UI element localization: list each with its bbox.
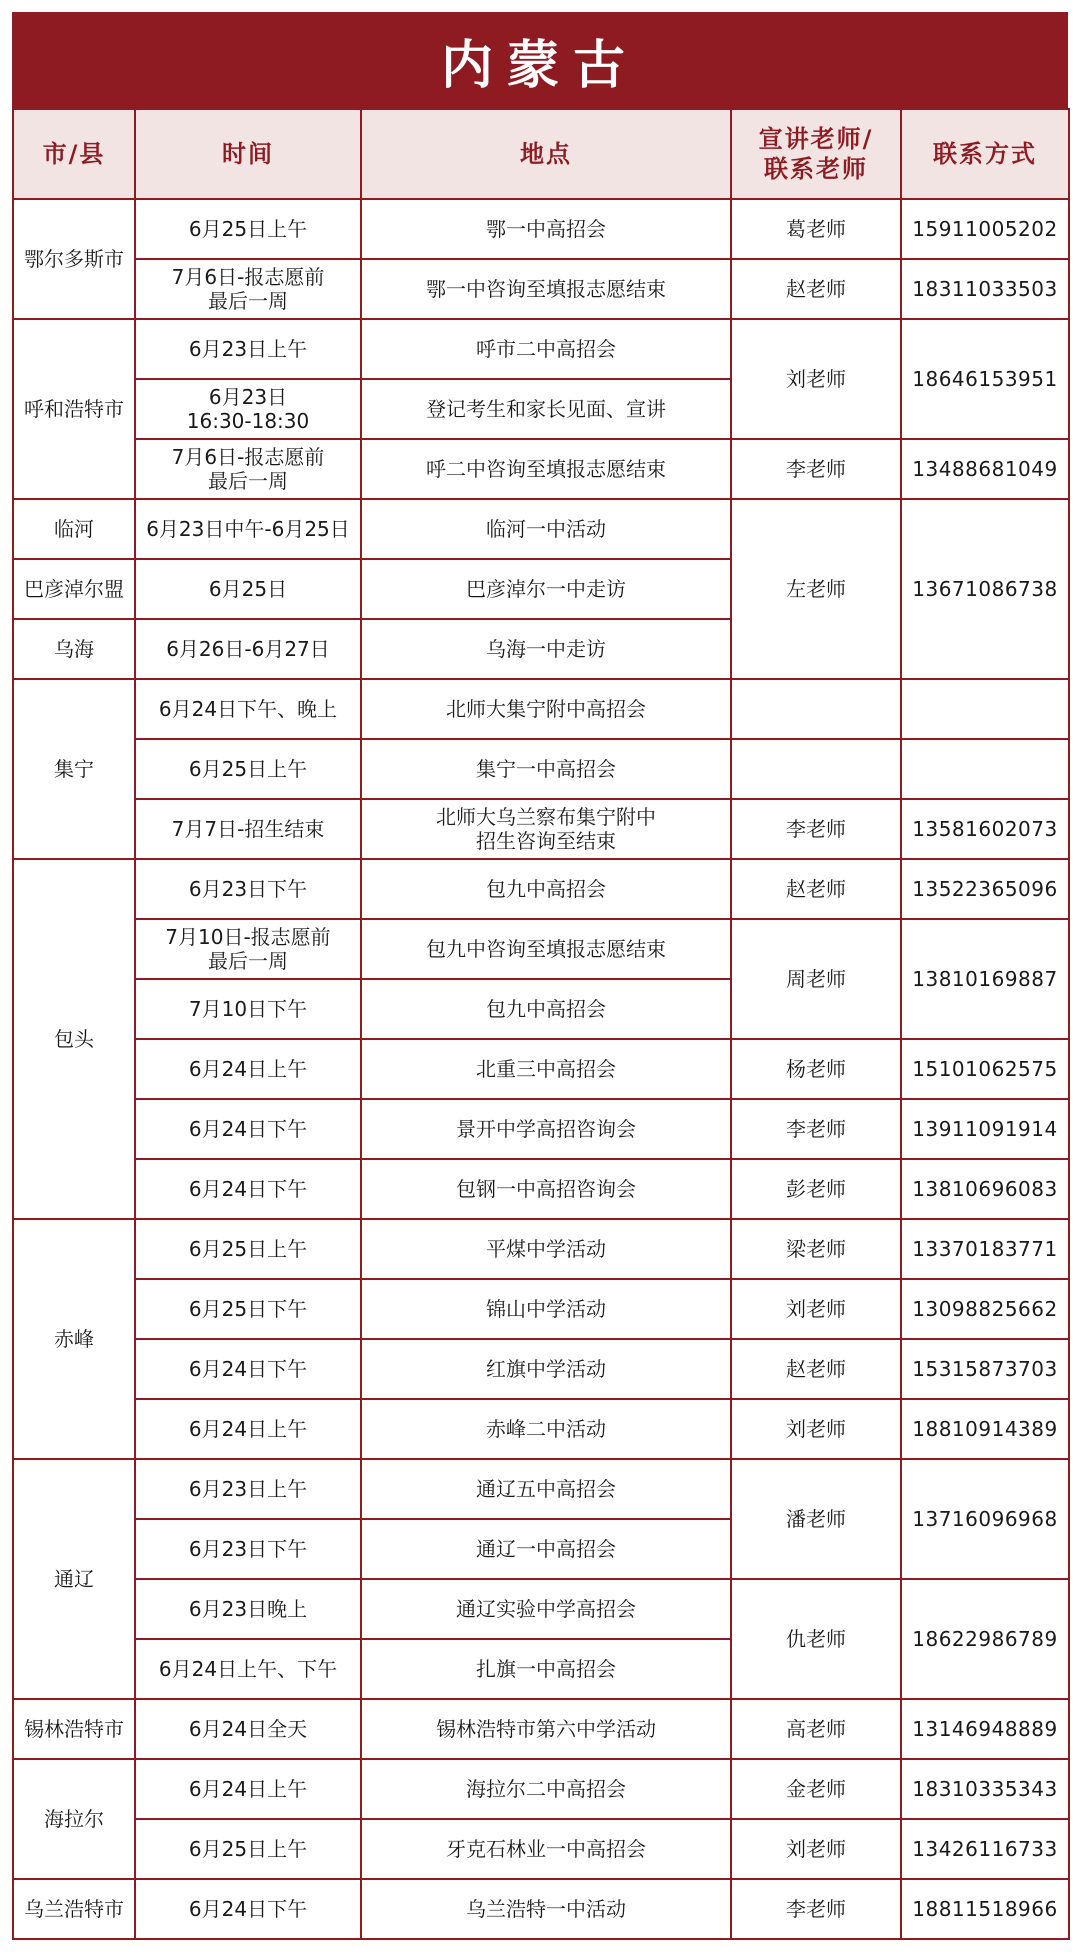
phone-cell: 18622986789 — [901, 1579, 1069, 1699]
phone-cell: 13716096968 — [901, 1459, 1069, 1579]
phone-cell: 13522365096 — [901, 859, 1069, 919]
phone-cell: 18811518966 — [901, 1879, 1069, 1939]
time-cell: 6月23日下午 — [135, 1519, 361, 1579]
phone-cell: 13488681049 — [901, 439, 1069, 499]
header-region: 市/县 — [13, 109, 135, 199]
teacher-cell: 赵老师 — [731, 859, 901, 919]
time-cell: 6月24日下午 — [135, 1879, 361, 1939]
phone-cell: 13098825662 — [901, 1279, 1069, 1339]
table-row — [13, 799, 1069, 859]
table-row — [13, 259, 1069, 319]
time-cell: 7月7日-招生结束 — [135, 799, 361, 859]
place-cell: 包九中咨询至填报志愿结束 — [361, 919, 731, 979]
table-row — [13, 1699, 1069, 1759]
table-row — [13, 499, 1069, 559]
place-cell: 红旗中学活动 — [361, 1339, 731, 1399]
time-cell: 6月24日上午 — [135, 1759, 361, 1819]
phone-cell — [901, 679, 1069, 739]
schedule-container — [12, 12, 1068, 1940]
teacher-cell: 李老师 — [731, 439, 901, 499]
table-row — [13, 199, 1069, 259]
table-row — [13, 1099, 1069, 1159]
table-row — [13, 919, 1069, 979]
phone-cell: 15911005202 — [901, 199, 1069, 259]
teacher-cell: 赵老师 — [731, 1339, 901, 1399]
time-cell: 6月24日上午 — [135, 1039, 361, 1099]
table-row — [13, 1879, 1069, 1939]
place-cell: 赤峰二中活动 — [361, 1399, 731, 1459]
region-cell: 海拉尔 — [13, 1759, 135, 1879]
table-row — [13, 1459, 1069, 1519]
place-cell: 临河一中活动 — [361, 499, 731, 559]
phone-cell: 13426116733 — [901, 1819, 1069, 1879]
time-cell: 6月26日-6月27日 — [135, 619, 361, 679]
table-row — [13, 1339, 1069, 1399]
place-cell: 锡林浩特市第六中学活动 — [361, 1699, 731, 1759]
time-cell: 6月24日下午 — [135, 1099, 361, 1159]
header-place: 地点 — [361, 109, 731, 199]
teacher-cell: 杨老师 — [731, 1039, 901, 1099]
place-cell: 乌海一中走访 — [361, 619, 731, 679]
teacher-cell: 刘老师 — [731, 1399, 901, 1459]
time-cell: 6月23日 16:30-18:30 — [135, 379, 361, 439]
time-cell: 6月25日 — [135, 559, 361, 619]
phone-cell: 15101062575 — [901, 1039, 1069, 1099]
place-cell: 牙克石林业一中高招会 — [361, 1819, 731, 1879]
time-cell: 6月25日上午 — [135, 199, 361, 259]
place-cell: 北师大乌兰察布集宁附中 招生咨询至结束 — [361, 799, 731, 859]
schedule-table — [12, 108, 1070, 1940]
phone-cell: 18646153951 — [901, 319, 1069, 439]
phone-cell: 18311033503 — [901, 259, 1069, 319]
region-cell: 通辽 — [13, 1459, 135, 1699]
time-cell: 6月23日上午 — [135, 1459, 361, 1519]
phone-cell: 13911091914 — [901, 1099, 1069, 1159]
time-cell: 6月24日全天 — [135, 1699, 361, 1759]
place-cell: 海拉尔二中高招会 — [361, 1759, 731, 1819]
table-row — [13, 1579, 1069, 1639]
teacher-cell: 左老师 — [731, 499, 901, 679]
table-row — [13, 1219, 1069, 1279]
time-cell: 6月23日中午-6月25日 — [135, 499, 361, 559]
time-cell: 7月6日-报志愿前 最后一周 — [135, 439, 361, 499]
teacher-cell: 李老师 — [731, 1099, 901, 1159]
teacher-cell: 刘老师 — [731, 1819, 901, 1879]
time-cell: 7月6日-报志愿前 最后一周 — [135, 259, 361, 319]
region-cell: 临河 — [13, 499, 135, 559]
table-row — [13, 1399, 1069, 1459]
time-cell: 6月24日下午 — [135, 1159, 361, 1219]
time-cell: 6月24日下午 — [135, 1339, 361, 1399]
teacher-cell — [731, 679, 901, 739]
teacher-cell: 高老师 — [731, 1699, 901, 1759]
place-cell: 鄂一中咨询至填报志愿结束 — [361, 259, 731, 319]
place-cell: 包钢一中高招咨询会 — [361, 1159, 731, 1219]
table-row — [13, 859, 1069, 919]
table-row — [13, 1279, 1069, 1339]
place-cell: 乌兰浩特一中活动 — [361, 1879, 731, 1939]
page-title: 内蒙古 — [12, 12, 1068, 108]
region-cell: 乌兰浩特市 — [13, 1879, 135, 1939]
phone-cell: 18310335343 — [901, 1759, 1069, 1819]
time-cell: 6月25日上午 — [135, 1819, 361, 1879]
region-cell: 巴彦淖尔盟 — [13, 559, 135, 619]
teacher-cell: 葛老师 — [731, 199, 901, 259]
phone-cell: 13581602073 — [901, 799, 1069, 859]
time-cell: 7月10日-报志愿前 最后一周 — [135, 919, 361, 979]
place-cell: 锦山中学活动 — [361, 1279, 731, 1339]
table-row — [13, 1819, 1069, 1879]
time-cell: 6月25日上午 — [135, 739, 361, 799]
place-cell: 包九中高招会 — [361, 979, 731, 1039]
place-cell: 呼市二中高招会 — [361, 319, 731, 379]
place-cell: 通辽五中高招会 — [361, 1459, 731, 1519]
phone-cell — [901, 739, 1069, 799]
region-cell: 包头 — [13, 859, 135, 1219]
place-cell: 呼二中咨询至填报志愿结束 — [361, 439, 731, 499]
teacher-cell: 刘老师 — [731, 1279, 901, 1339]
teacher-cell: 潘老师 — [731, 1459, 901, 1579]
table-row — [13, 1159, 1069, 1219]
time-cell: 6月24日上午 — [135, 1399, 361, 1459]
teacher-cell: 赵老师 — [731, 259, 901, 319]
place-cell: 通辽一中高招会 — [361, 1519, 731, 1579]
place-cell: 通辽实验中学高招会 — [361, 1579, 731, 1639]
table-row — [13, 679, 1069, 739]
region-cell: 赤峰 — [13, 1219, 135, 1459]
teacher-cell — [731, 739, 901, 799]
teacher-cell: 仇老师 — [731, 1579, 901, 1699]
place-cell: 鄂一中高招会 — [361, 199, 731, 259]
header-contact: 联系方式 — [901, 109, 1069, 199]
phone-cell: 13810169887 — [901, 919, 1069, 1039]
region-cell: 集宁 — [13, 679, 135, 859]
time-cell: 6月24日上午、下午 — [135, 1639, 361, 1699]
table-row — [13, 319, 1069, 379]
time-cell: 6月23日下午 — [135, 859, 361, 919]
phone-cell: 18810914389 — [901, 1399, 1069, 1459]
teacher-cell: 彭老师 — [731, 1159, 901, 1219]
teacher-cell: 金老师 — [731, 1759, 901, 1819]
teacher-cell: 刘老师 — [731, 319, 901, 439]
region-cell: 鄂尔多斯市 — [13, 199, 135, 319]
place-cell: 北师大集宁附中高招会 — [361, 679, 731, 739]
teacher-cell: 梁老师 — [731, 1219, 901, 1279]
teacher-cell: 周老师 — [731, 919, 901, 1039]
phone-cell: 13146948889 — [901, 1699, 1069, 1759]
place-cell: 景开中学高招咨询会 — [361, 1099, 731, 1159]
place-cell: 扎旗一中高招会 — [361, 1639, 731, 1699]
place-cell: 登记考生和家长见面、宣讲 — [361, 379, 731, 439]
place-cell: 北重三中高招会 — [361, 1039, 731, 1099]
region-cell: 锡林浩特市 — [13, 1699, 135, 1759]
teacher-cell: 李老师 — [731, 799, 901, 859]
time-cell: 6月25日上午 — [135, 1219, 361, 1279]
place-cell: 集宁一中高招会 — [361, 739, 731, 799]
region-cell: 呼和浩特市 — [13, 319, 135, 499]
region-cell: 乌海 — [13, 619, 135, 679]
table-row — [13, 1759, 1069, 1819]
place-cell: 巴彦淖尔一中走访 — [361, 559, 731, 619]
header-teacher: 宣讲老师/ 联系老师 — [731, 109, 901, 199]
place-cell: 平煤中学活动 — [361, 1219, 731, 1279]
teacher-cell: 李老师 — [731, 1879, 901, 1939]
table-row — [13, 739, 1069, 799]
phone-cell: 15315873703 — [901, 1339, 1069, 1399]
time-cell: 6月23日晚上 — [135, 1579, 361, 1639]
header-row — [13, 109, 1069, 199]
time-cell: 6月24日下午、晚上 — [135, 679, 361, 739]
table-row — [13, 439, 1069, 499]
place-cell: 包九中高招会 — [361, 859, 731, 919]
time-cell: 6月23日上午 — [135, 319, 361, 379]
phone-cell: 13671086738 — [901, 499, 1069, 679]
header-time: 时间 — [135, 109, 361, 199]
phone-cell: 13370183771 — [901, 1219, 1069, 1279]
phone-cell: 13810696083 — [901, 1159, 1069, 1219]
time-cell: 7月10日下午 — [135, 979, 361, 1039]
time-cell: 6月25日下午 — [135, 1279, 361, 1339]
table-row — [13, 1039, 1069, 1099]
